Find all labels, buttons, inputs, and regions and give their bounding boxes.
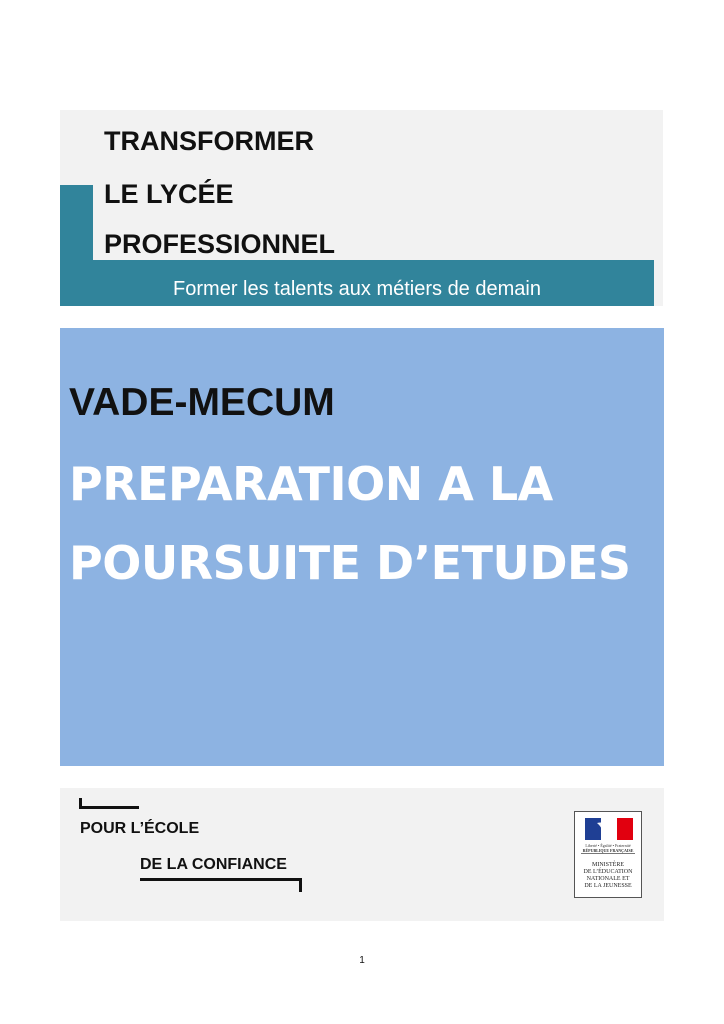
- motto-line-2: DE LA CONFIANCE: [140, 856, 287, 873]
- motto-line-1: POUR L’ÉCOLE: [80, 820, 200, 837]
- header-title-line-2: LE LYCÉE: [104, 179, 234, 209]
- logo-divider: [581, 853, 635, 854]
- motto-bracket-bottom: [140, 878, 302, 892]
- logo-ministry-line-3: NATIONALE ET: [586, 876, 630, 882]
- logo-ministry-line-1: MINISTÈRE: [592, 862, 624, 868]
- logo-ministry-line-4: DE LA JEUNESSE: [584, 883, 632, 889]
- header-subtitle: Former les talents aux métiers de demain: [173, 278, 541, 300]
- logo-republic: RÉPUBLIQUE FRANÇAISE: [582, 848, 634, 853]
- logo-ministry-line-2: DE L’ÉDUCATION: [583, 869, 633, 875]
- marianne-flag-icon: [585, 818, 633, 840]
- page-number: 1: [359, 955, 365, 966]
- header-title-line-3: PROFESSIONNEL: [104, 229, 336, 259]
- logo-tagline: Liberté • Égalité • Fraternité: [585, 843, 631, 848]
- main-title-line-1: PREPARATION A LA: [69, 457, 553, 511]
- ministry-logo: [574, 811, 642, 898]
- header-title-line-1: TRANSFORMER: [104, 126, 314, 156]
- document-label: VADE-MECUM: [69, 381, 335, 424]
- motto-bracket-top: [79, 798, 139, 809]
- main-title-line-2: POURSUITE D’ETUDES: [69, 536, 631, 590]
- logo-ministry-name: [575, 862, 641, 890]
